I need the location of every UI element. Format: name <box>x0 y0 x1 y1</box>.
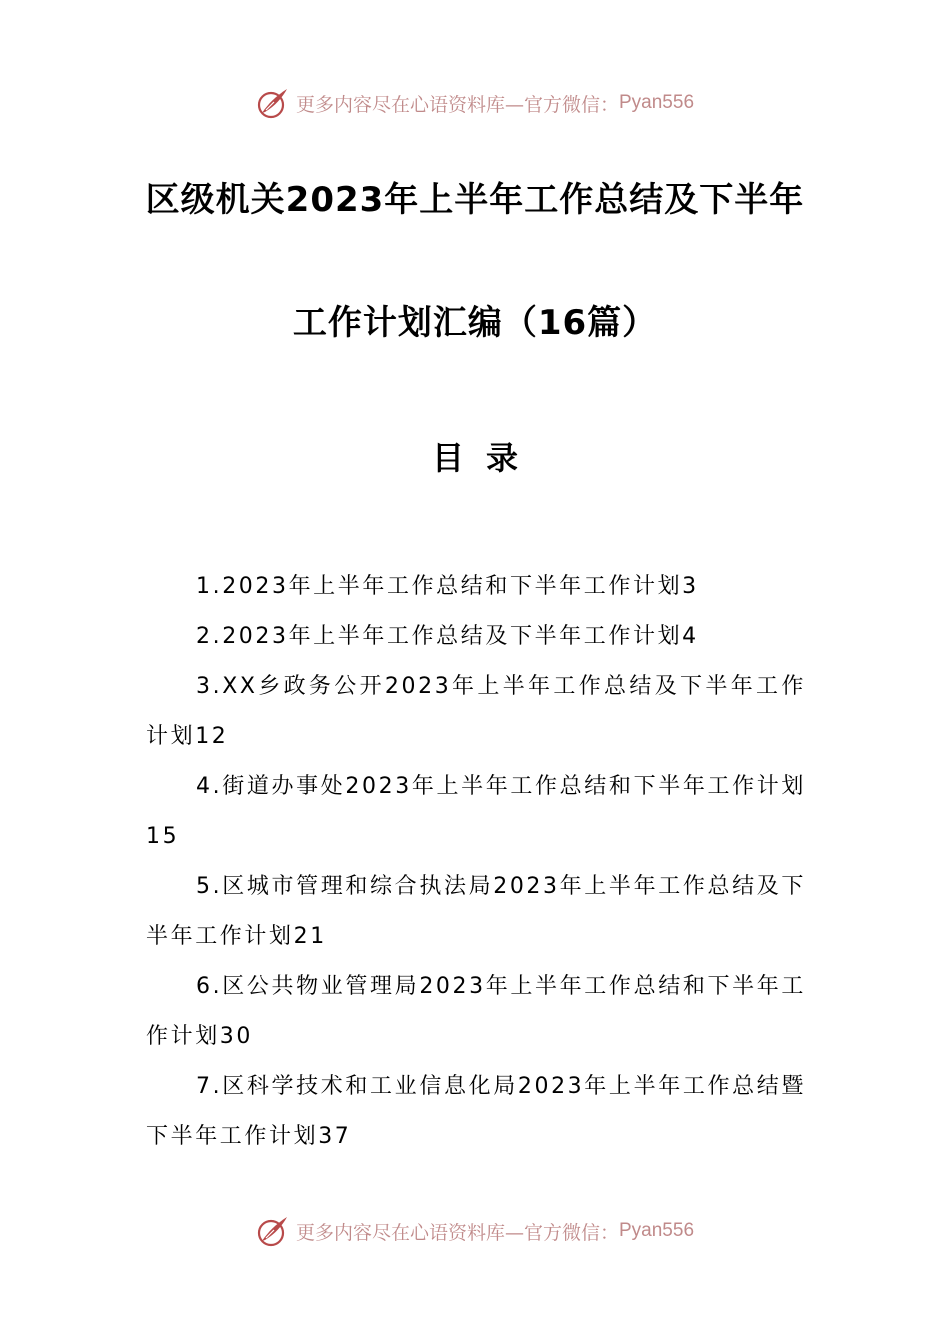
watermark-wechat-id: Pyan556 <box>619 1220 695 1241</box>
toc-item-2[interactable]: 2.2023年上半年工作总结及下半年工作计划4 <box>196 624 699 649</box>
watermark-header <box>0 86 950 120</box>
table-of-contents <box>146 562 806 1162</box>
toc-item-6[interactable]: 6.区公共物业管理局2023年上半年工作总结和下半年工作计划30 <box>146 974 806 1049</box>
document-title-line-1: 区级机关2023年上半年工作总结及下半年 <box>145 180 805 220</box>
watermark-wechat-id: Pyan556 <box>619 92 695 113</box>
watermark-text: 更多内容尽在心语资料库—官方微信： <box>295 1221 619 1244</box>
toc-item-5[interactable]: 5.区城市管理和综合执法局2023年上半年工作总结及下半年工作计划21 <box>146 874 806 949</box>
toc-item-1[interactable]: 1.2023年上半年工作总结和下半年工作计划3 <box>196 574 699 599</box>
toc-heading: 目录 <box>431 439 540 477</box>
quill-logo-icon <box>256 86 290 120</box>
document-title-line-2: 工作计划汇编（16篇） <box>292 303 658 343</box>
toc-item-3[interactable]: 3.XX乡政务公开2023年上半年工作总结及下半年工作计划12 <box>146 674 806 749</box>
toc-item-7[interactable]: 7.区科学技术和工业信息化局2023年上半年工作总结暨下半年工作计划37 <box>146 1074 806 1149</box>
watermark-footer <box>0 1214 950 1248</box>
watermark-text: 更多内容尽在心语资料库—官方微信： <box>295 93 619 116</box>
toc-item-4[interactable]: 4.街道办事处2023年上半年工作总结和下半年工作计划15 <box>146 774 806 849</box>
quill-logo-icon <box>256 1214 290 1248</box>
